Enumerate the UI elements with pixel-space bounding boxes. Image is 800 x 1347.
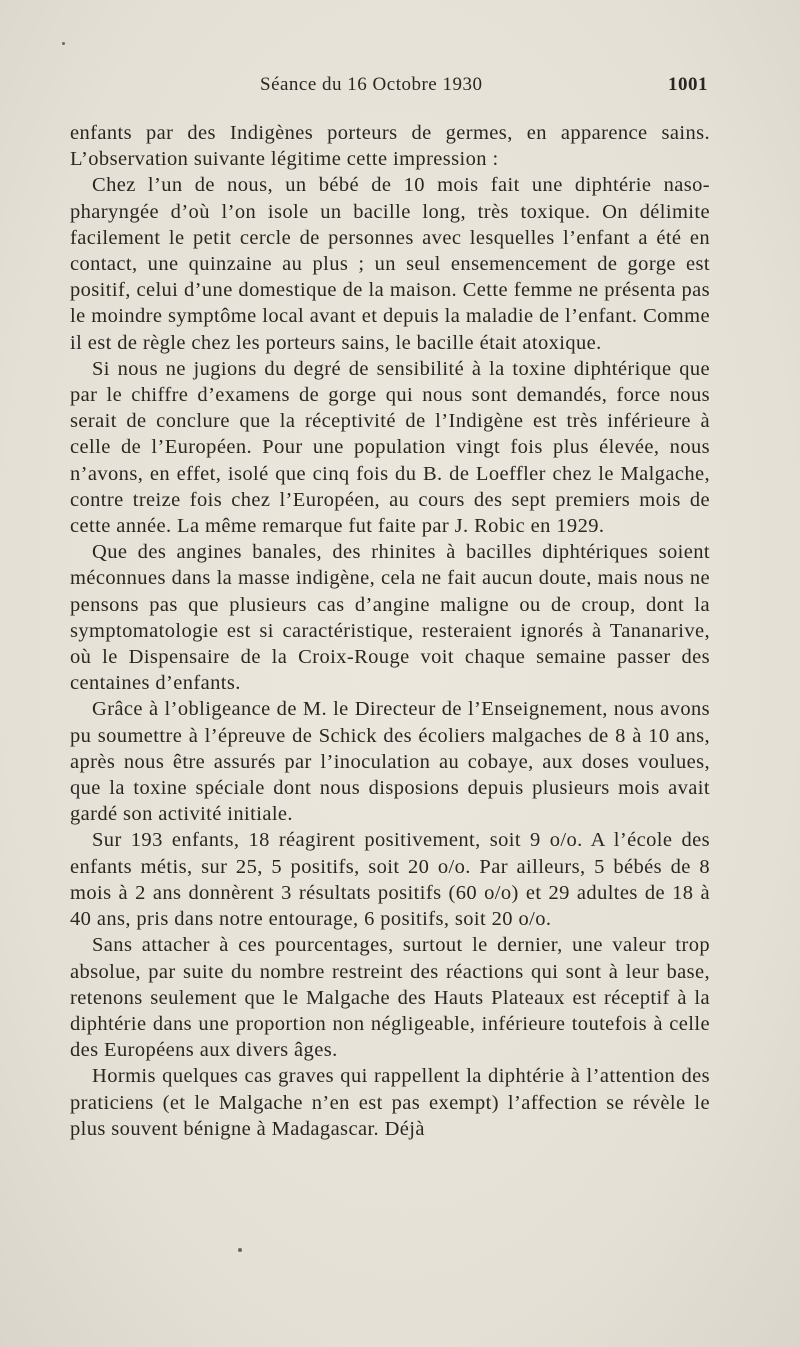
paragraph: Que des angines banales, des rhinites à bacilles diphtériques soient méconnues dans la masse indigène, cela ne fait aucun doute, mais nous ne pensons pas que plusieurs cas d’angine maligne ou de croup, dont la symptomatologie est si caractéristique, resteraient ignorés à Tananarive, où le Dispensaire de la Croix-Rouge voit chaque semaine passer des centaines d’enfants.: [70, 541, 710, 695]
paragraph: Chez l’un de nous, un bébé de 10 mois fait une diphtérie naso-pharyngée d’où l’on isole un bacille long, très toxique. On délimite facilement le petit cercle de personnes avec lesquelles l’enfant a été en contact, une quinzaine au plus ; un seul ensemencement de gorge est positif, celui d’une domestique de la maison. Cette femme ne présenta pas le moindre symptôme local avant et depuis la maladie de l’enfant. Comme il est de règle chez les porteurs sains, le bacille était atoxique.: [70, 174, 710, 354]
paragraph: Hormis quelques cas graves qui rappellent la diphtérie à l’attention des praticiens (et le Malgache n’en est pas exempt) l’affection se révèle le plus souvent bénigne à Madagascar. Déjà: [70, 1065, 710, 1140]
paragraph: Grâce à l’obligeance de M. le Directeur de l’Enseignement, nous avons pu soumettre à l’épreuve de Schick des écoliers malgaches de 8 à 10 ans, après nous être assurés par l’inoculation au cobaye, aux doses voulues, que la toxine spéciale dont nous disposions depuis plusieurs mois avait gardé son activité initiale.: [70, 698, 710, 826]
running-head: Séance du 16 Octobre 1930: [260, 74, 483, 95]
paragraph: Sur 193 enfants, 18 réagirent positivement, soit 9 o/o. A l’école des enfants métis, sur 25, 5 positifs, soit 20 o/o. Par ailleurs, 5 bébés de 8 mois à 2 ans donnèrent 3 résultats positifs (60 o/o) et 29 adultes de 18 à 40 ans, pris dans notre entourage, 6 positifs, soit 20 o/o.: [70, 829, 710, 931]
body-text: [70, 120, 710, 1142]
paragraph: Si nous ne jugions du degré de sensibilité à la toxine diphtérique que par le chiffre d’examens de gorge qui nous sont demandés, force nous serait de conclure que la réceptivité de l’Indigène est très inférieure à celle de l’Européen. Pour une population vingt fois plus élevée, nous n’avons, en effet, isolé que cinq fois du B. de Loeffler chez le Malgache, contre treize fois chez l’Européen, au cours des sept premiers mois de cette année. La même remarque fut faite par J. Robic en 1929.: [70, 357, 710, 538]
page-number: 1001: [668, 74, 708, 95]
paragraph: enfants par des Indigènes porteurs de germes, en apparence sains. L’observation suivante légitime cette impression :: [70, 122, 710, 171]
paragraph: Sans attacher à ces pourcentages, surtout le dernier, une valeur trop absolue, par suite du nombre restreint des réactions qui sont à leur base, retenons seulement que le Malgache des Hauts Plateaux est réceptif à la diphtérie dans une proportion non négligeable, inférieure toutefois à celle des Européens aux divers âges.: [70, 934, 710, 1062]
page-header: [70, 74, 710, 104]
ink-speck: [62, 42, 65, 45]
ink-speck: [238, 1248, 242, 1252]
